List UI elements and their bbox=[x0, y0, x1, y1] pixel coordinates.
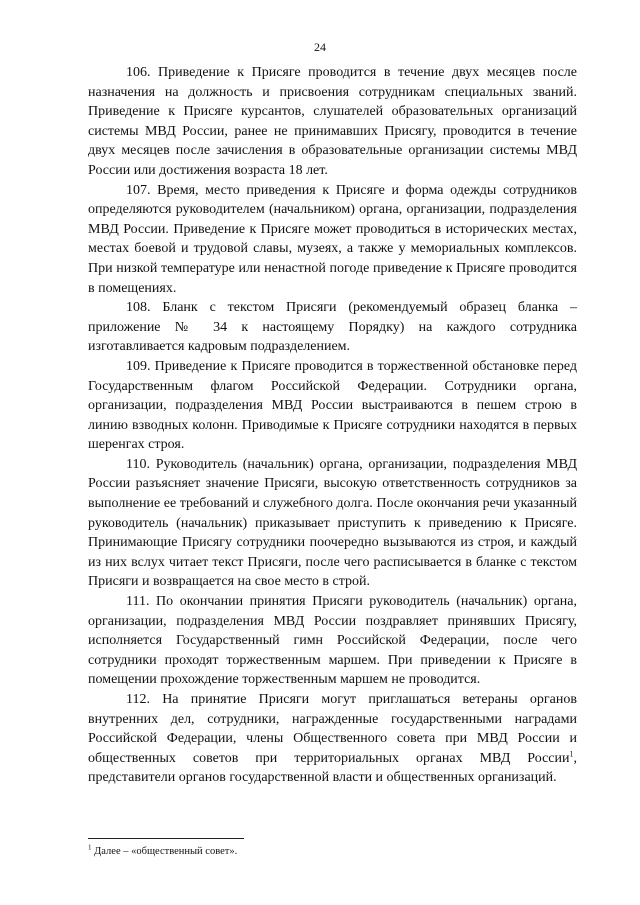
footnote-marker: 1 bbox=[88, 843, 92, 852]
paragraph-112-text: 112. На принятие Присяги могут приглашаться ветераны органов внутренних дел, сотрудники, награжденные государственными наградами Российской Федерации, члены Общественного совета при МВД России и общественных советов при территориальных органах МВД России bbox=[88, 692, 577, 766]
page-number: 24 bbox=[314, 40, 326, 54]
paragraph-108: 108. Бланк с текстом Присяги (рекомендуемый образец бланка – приложение № 34 к настоящему Порядку) на каждого сотрудника изготавливается кадровым подразделением. bbox=[88, 300, 577, 355]
paragraph-112-text-after: , представители органов государственной власти и общественных организаций. bbox=[88, 750, 577, 786]
paragraph-111: 111. По окончании принятия Присяги руководитель (начальник) органа, организации, подразделения МВД России поздравляет принявших Присягу, исполняется Государственный гимн Российской Федерации, после чего сотрудники проходят торжественным маршем. При приведении к Присяге в помещении прохождение торжественным маршем не проводится. bbox=[88, 594, 577, 688]
paragraph-107: 107. Время, место приведения к Присяге и форма одежды сотрудников определяются руководителем (начальником) органа, организации, подразделения МВД России. Приведение к Присяге может проводиться в исторических местах, местах боевой и трудовой славы, музеях, а также у мемориальных комплексов. При низкой температуре или ненастной погоде приведение к Присяге проводится в помещениях. bbox=[88, 182, 577, 296]
footnote-divider bbox=[88, 838, 244, 839]
paragraph-112 bbox=[88, 690, 577, 788]
footnote-text: Далее – «общественный совет». bbox=[91, 846, 238, 857]
paragraph-106: 106. Приведение к Присяге проводится в течение двух месяцев после назначения на должность и присвоения сотрудникам специальных званий. Приведение к Присяге курсантов, слушателей образовательных организаций системы МВД России, ранее не принимавших Присягу, проводится в течение двух месяцев после зачисления в образовательные организации системы МВД России или достижения возраста 18 лет. bbox=[88, 65, 577, 178]
paragraph-110: 110. Руководитель (начальник) органа, организации, подразделения МВД России разъясняет значение Присяги, высокую ответственность сотрудников за выполнение ее требований и служебного долга. После окончания речи указанный руководитель (начальник) приказывает приступить к приведению к Присяге. Принимающие Присягу сотрудники поочередно вызываются из строя, и каждый из них вслух читает текст Присяги, после чего расписывается в бланке с текстом Присяги и возвращается на свое место в строй. bbox=[88, 456, 577, 590]
footnote bbox=[88, 845, 577, 858]
document-body bbox=[88, 63, 577, 788]
paragraph-109: 109. Приведение к Присяге проводится в торжественной обстановке перед Государственным флагом Российской Федерации. Сотрудники органа, организации, подразделения МВД России выстраиваются в пешем строю в линию взводных колонн. Приводимые к Присяге сотрудники находятся в первых шеренгах строя. bbox=[88, 358, 577, 453]
footnote-reference: 1 bbox=[569, 749, 574, 759]
